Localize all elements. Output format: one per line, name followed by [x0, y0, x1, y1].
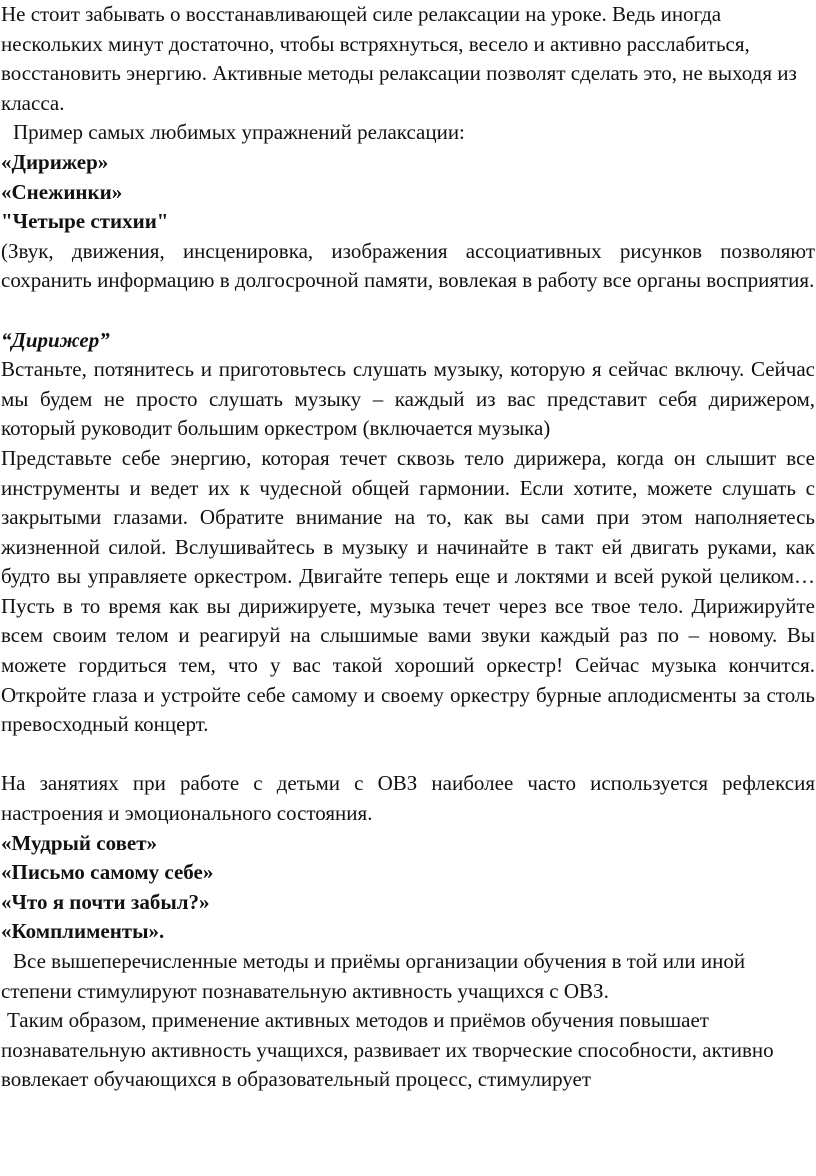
spacer: [0, 296, 816, 326]
conductor-paragraph-2: Представьте себе энергию, которая течет сквозь тело дирижера, когда он слышит все инструменты и ведет их к чудесной общей гармонии. Если хотите, можете слушать с закрытыми глазами. Обратите внимание на то, как вы сами при этом наполняетесь жизненной силой. Вслушивайтесь в музыку и начинайте в такт ей двигать руками, как будто вы управляете оркестром. Двигайте теперь еще и локтями и всей рукой целиком… Пусть в то время как вы дирижируете, музыка течет через все твое тело. Дирижируйте всем своим телом и реагируй на слышимые вами звуки каждый раз по – новому. Вы можете гордиться тем, что у вас такой хороший оркестр! Сейчас музыка кончится. Откройте глаза и устройте себе самому и своему оркестру бурные аплодисменты за столь превосходный концерт.: [1, 445, 815, 737]
reflection-method-letter-to-self: «Письмо самому себе»: [1, 860, 214, 885]
relax-exercise-conductor: «Дирижер»: [1, 149, 109, 174]
intro-paragraph: Не стоит забывать о восстанавливающей силе релаксации на уроке. Ведь иногда нескольких минут достаточно, чтобы встряхнуться, весело и активно расслабиться, восстановить энергию. Активные методы релаксации позволят сделать это, не выходя из класса.: [1, 2, 797, 115]
conductor-paragraph-1: Встаньте, потянитесь и приготовьтесь слушать музыку, которую я сейчас включу. Сейчас мы будем не просто слушать музыку – каждый из вас представит себя дирижером, который руководит большим оркестром (включается музыка): [1, 357, 815, 441]
reflection-paragraph: На занятиях при работе с детьми с ОВЗ наиболее часто используется рефлексия настроения и эмоционального состояния.: [1, 771, 815, 826]
examples-lead: Пример самых любимых упражнений релаксации:: [13, 120, 465, 145]
conductor-heading: “Дирижер”: [1, 327, 110, 352]
relax-exercise-four-elements: "Четыре стихии": [1, 209, 169, 234]
summary-paragraph-1: Все вышеперечисленные методы и приёмы организации обучения в той или иной степени стимулируют познавательную активность учащихся с ОВЗ.: [1, 949, 746, 1003]
reflection-method-compliments: «Комплименты».: [1, 919, 165, 944]
summary-paragraph-2: Таким образом, применение активных методов и приёмов обучения повышает познавательную активность учащихся, развивает их творческие способности, активно вовлекает обучающихся в образовательный процесс, стимулирует: [1, 1008, 774, 1092]
relax-exercise-snowflakes: «Снежинки»: [1, 179, 123, 204]
reflection-method-almost-forgot: «Что я почти забыл?»: [1, 889, 210, 914]
reflection-method-wise-advice: «Мудрый совет»: [1, 830, 158, 855]
note-paragraph: (Звук, движения, инсценировка, изображения ассоциативных рисунков позволяют сохранить информацию в долгосрочной памяти, вовлекая в работу все органы восприятия.: [1, 238, 815, 293]
spacer: [0, 740, 816, 770]
